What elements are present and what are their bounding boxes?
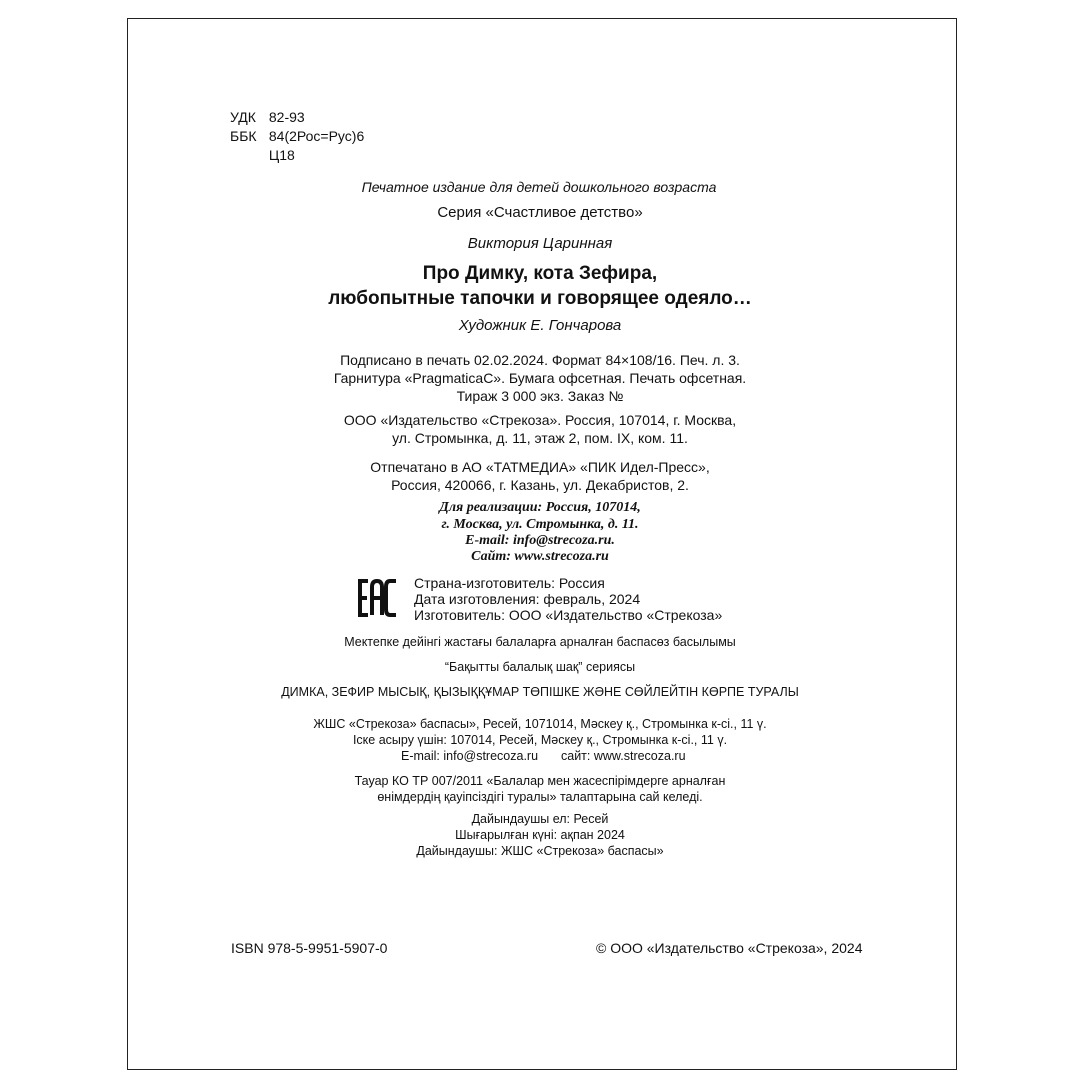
publisher-line-2: ул. Стромынка, д. 11, этаж 2, пом. IX, ком. 11. [392,430,688,446]
isbn: ISBN 978-5-9951-5907-0 [231,940,388,956]
book-title-line-1: Про Димку, кота Зефира, [422,263,658,284]
bbk-label: ББК [230,128,257,144]
kz-standard-line-2: өнімдердің қауіпсіздігі туралы» талаптарына сай келеді. [377,790,703,804]
country-of-origin: Страна-изготовитель: Россия [414,575,605,591]
bbk-value: 84(2Рос=Рус)6 [268,128,365,144]
sales-site: Сайт: www.strecoza.ru [471,549,609,564]
author: Виктория Царинная [467,235,613,252]
printer-line-2: Россия, 420066, г. Казань, ул. Декабристов, 2. [391,477,689,493]
kz-email: E-mail: info@strecoza.ru [401,749,539,763]
kz-title: ДИМКА, ЗЕФИР МЫСЫҚ, ҚЫЗЫҚҚҰМАР ТӨПІШКЕ ЖӘНЕ СӨЙЛЕЙТІН КӨРПЕ ТУРАЛЫ [281,685,799,699]
publisher-line-1: ООО «Издательство «Стрекоза». Россия, 107014, г. Москва, [343,412,737,428]
sales-line-1: Для реализации: Россия, 107014, [439,500,641,515]
sales-line-2: г. Москва, ул. Стромынка, д. 11. [441,517,639,532]
kz-publisher-line-2: Іске асыру үшін: 107014, Ресей, Мәскеу қ., Стромынка к-сі., 11 ү. [352,733,728,747]
kz-standard-line-1: Тауар КО ТР 007/2011 «Балалар мен жасеспірімдерге арналған [354,774,726,788]
series: Серия «Счастливое детство» [437,204,643,221]
print-info-line-1: Подписано в печать 02.02.2024. Формат 84×108/16. Печ. л. 3. [340,352,740,368]
kz-series: “Бақытты балалық шақ” сериясы [444,660,636,674]
sales-email: E-mail: info@strecoza.ru. [465,533,615,548]
edition-note: Печатное издание для детей дошкольного возраста [361,179,717,195]
book-title-line-2: любопытные тапочки и говорящее одеяло… [328,288,752,309]
udk-value: 82-93 [268,109,305,125]
eac-mark-icon [357,577,399,619]
print-info-line-2: Гарнитура «PragmaticaC». Бумага офсетная. Печать офсетная. [333,370,747,386]
print-info-line-3: Тираж 3 000 экз. Заказ № [456,388,624,404]
kz-maker: Дайындаушы: ЖШС «Стрекоза» баспасы» [416,844,664,858]
kz-edition-note: Мектепке дейінгі жастағы балаларға арналған баспасөз басылымы [344,635,736,649]
kz-date: Шығарылған күні: ақпан 2024 [455,828,625,842]
kz-country: Дайындаушы ел: Ресей [471,812,609,826]
manufacture-date: Дата изготовления: февраль, 2024 [414,591,641,607]
kz-site: сайт: www.strecoza.ru [561,749,686,763]
printer-line-1: Отпечатано в АО «ТАТМЕДИА» «ПИК Идел-Пресс», [370,459,710,475]
classification-codes [230,108,364,165]
illustrator: Художник Е. Гончарова [458,317,622,334]
author-mark: Ц18 [268,147,295,163]
udk-label: УДК [230,109,256,125]
copyright: © ООО «Издательство «Стрекоза», 2024 [596,940,863,956]
kz-publisher-line-1: ЖШС «Стрекоза» баспасы», Ресей, 1071014, Мәскеу қ., Стромынка к-сі., 11 ү. [313,717,767,731]
manufacturer: Изготовитель: ООО «Издательство «Стрекоза» [414,607,723,623]
